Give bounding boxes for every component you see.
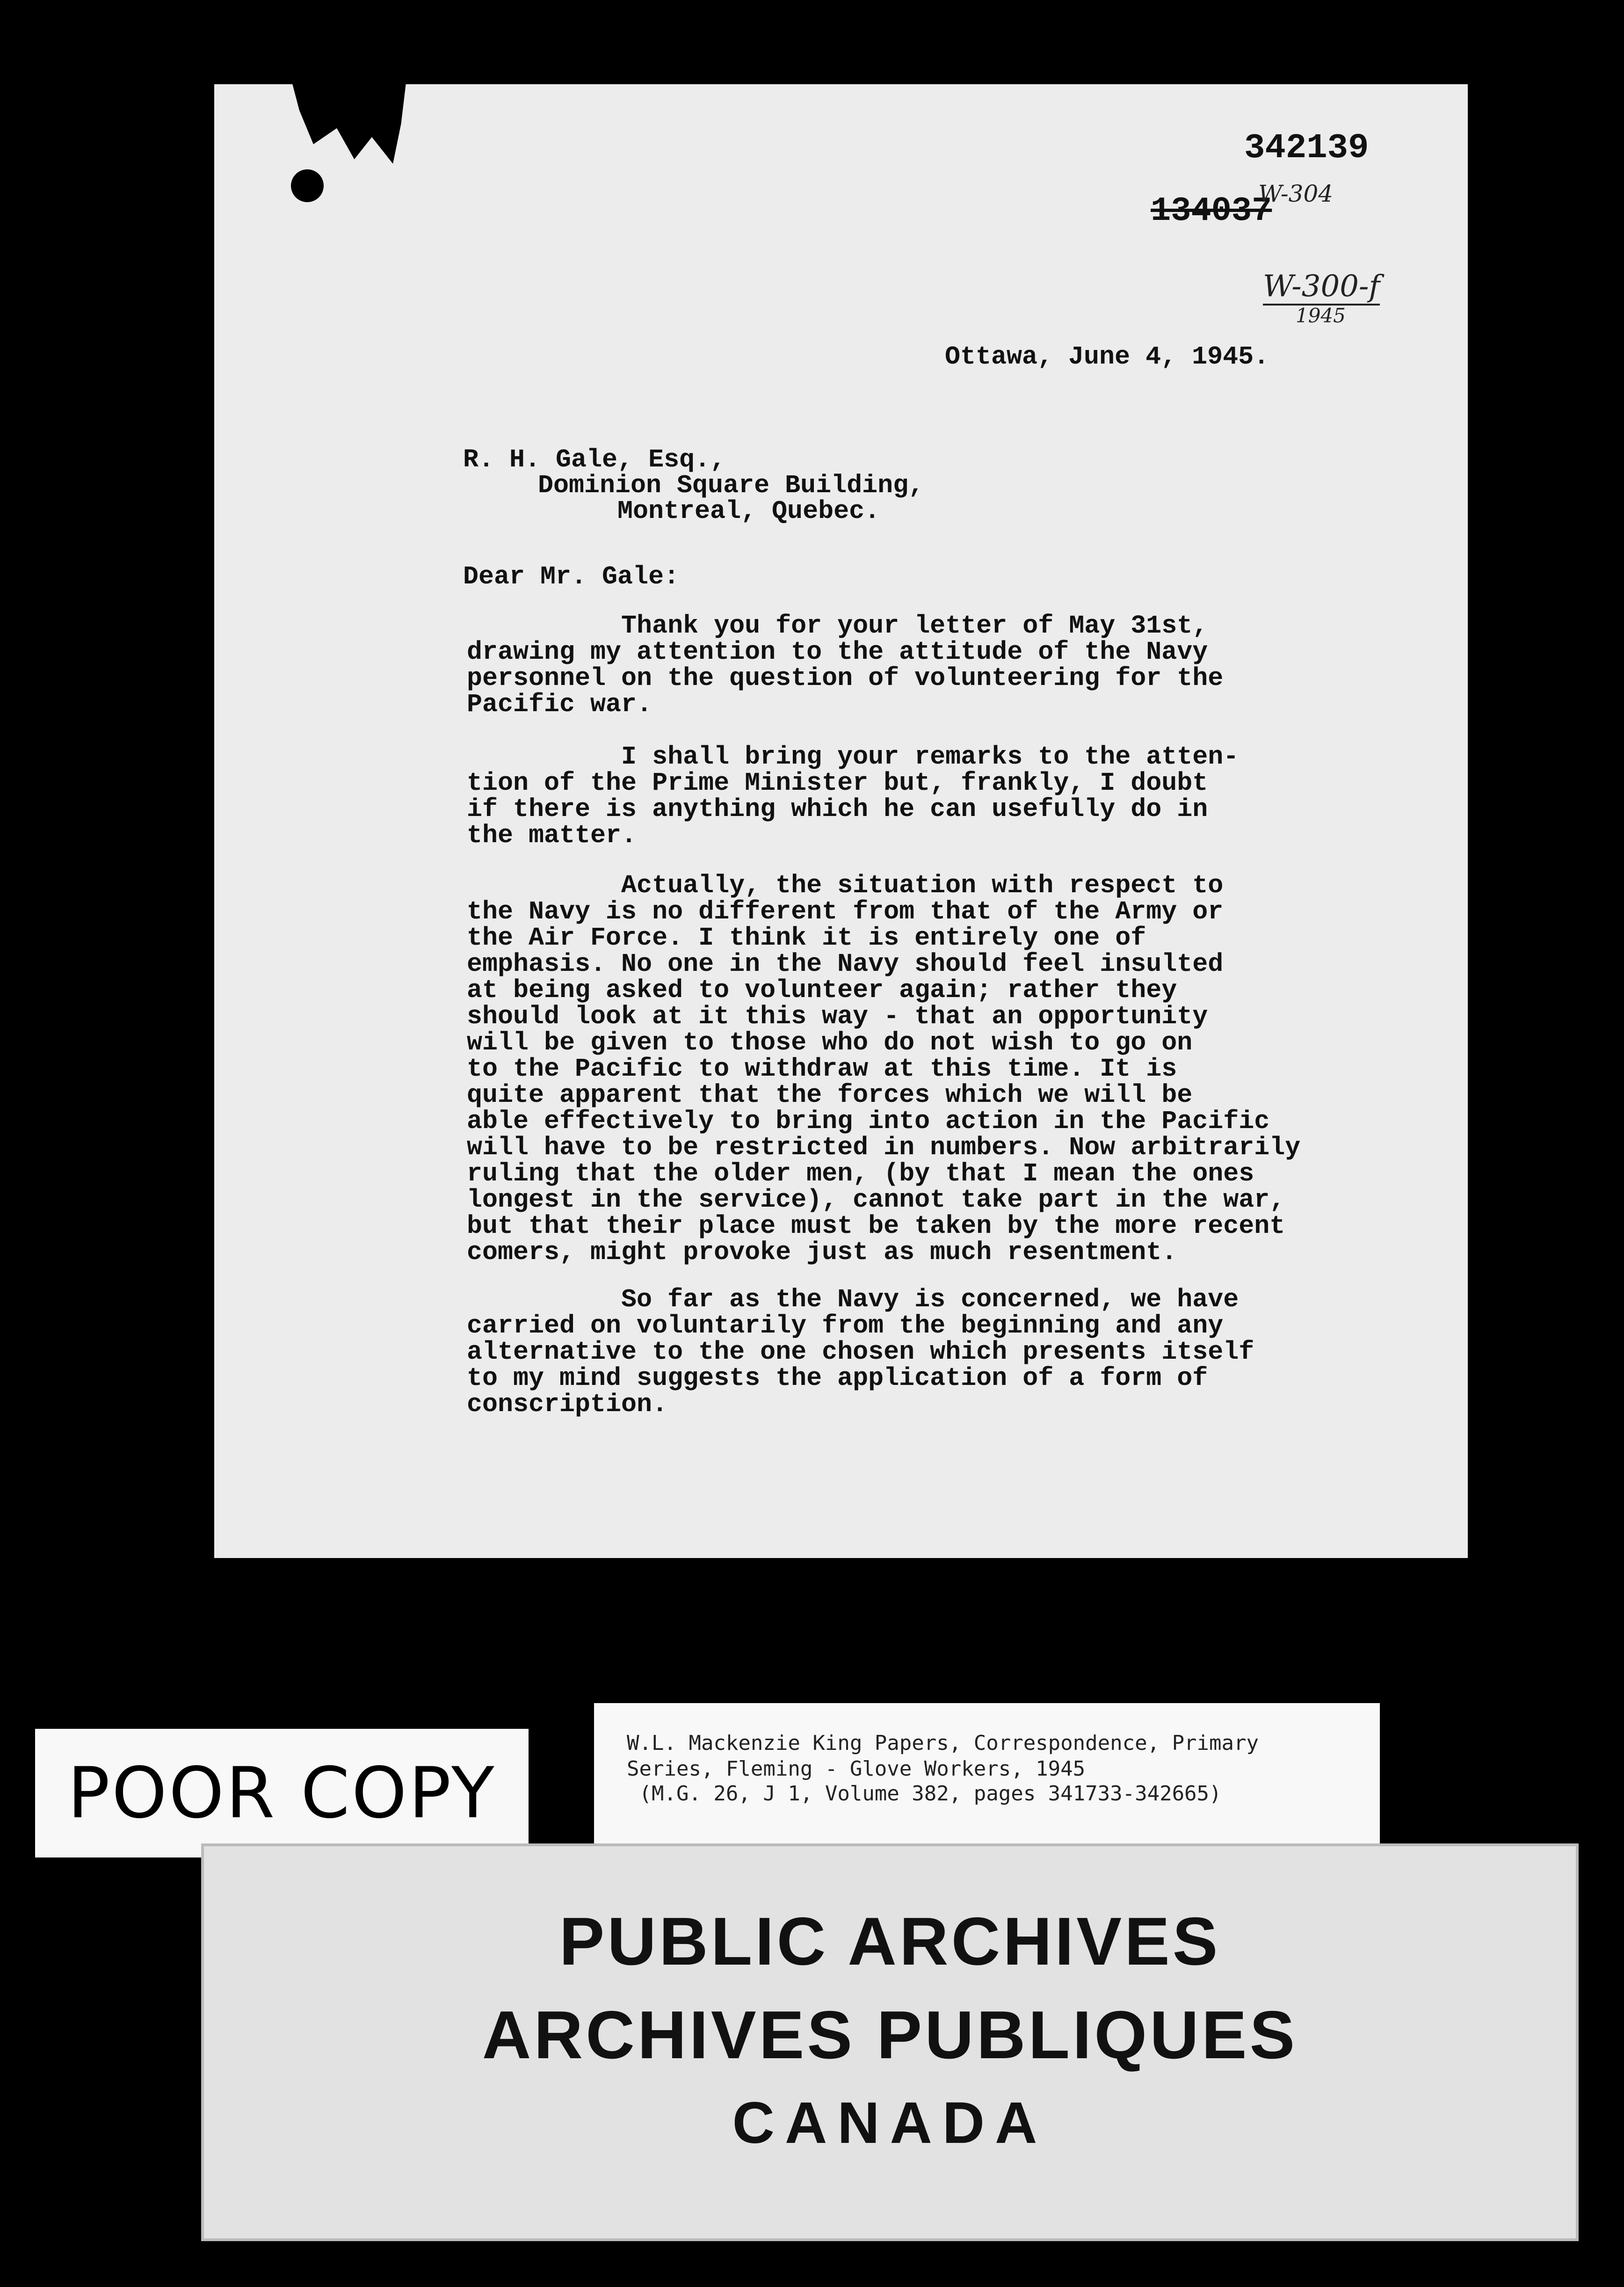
recipient-city: Montreal, Quebec. [617,496,880,526]
poor-copy-text: POOR COPY [67,1752,496,1834]
paragraph: So far as the Navy is concerned, we have carried on voluntarily from the beginning and any alternative to the one chosen which presents itself to my mind suggests the application of a form of conscription. [467,1285,1254,1419]
salutation: Dear Mr. Gale: [463,562,680,591]
recipient-address-line: Dominion Square Building, [538,471,924,500]
struck-reference-number: 134037 [1151,192,1272,230]
reference-number: 342139 [1244,129,1369,168]
archives-stamp [201,1843,1579,2241]
handwritten-reference: W-304 [1258,180,1334,207]
paragraph: Thank you for your letter of May 31st, drawing my attention to the attitude of the Navy personnel on the question of volunteering for the Pacific war. [467,611,1224,719]
citation-line: Series, Fleming - Glove Workers, 1945 [627,1757,1086,1781]
stamp-line-french: ARCHIVES PUBLIQUES [482,1997,1298,2073]
letter-date: Ottawa, June 4, 1945. [945,342,1269,371]
punch-hole [291,169,324,202]
handwritten-file-number: W-300-f [1263,269,1380,306]
citation-line: W.L. Mackenzie King Papers, Correspondence, Primary [627,1731,1259,1755]
stamp-line-english: PUBLIC ARCHIVES [559,1903,1221,1979]
citation-card [594,1703,1380,1843]
stamp-line-country: CANADA [732,2090,1048,2156]
poor-copy-label [35,1729,529,1857]
citation-line: (M.G. 26, J 1, Volume 382, pages 341733-342665) [627,1782,1222,1806]
recipient-name: R. H. Gale, Esq., [463,445,726,474]
paragraph: I shall bring your remarks to the atten- tion of the Prime Minister but, frankly, I doubt if there is anything which he can usefully do in the matter. [467,742,1239,850]
paragraph: Actually, the situation with respect to the Navy is no different from that of the Army or the Air Force. I think it is entirely one of emphasis. No one in the Navy should feel insulted at being asked to volunteer again; rather they should look at it this way - that an opportunity will be given to those who do not wish to go on to the Pacific to withdraw at this time. It is quite apparent that the forces which we will be able effectively to bring into action in the Pacific will have to be restricted in numbers. Now arbitrarily ruling that the older men, (by that I mean the ones longest in the service), cannot take part in the war, but that their place must be taken by the more recent comers, might provoke just as much resentment. [467,871,1301,1267]
handwritten-year: 1945 [1296,304,1346,327]
